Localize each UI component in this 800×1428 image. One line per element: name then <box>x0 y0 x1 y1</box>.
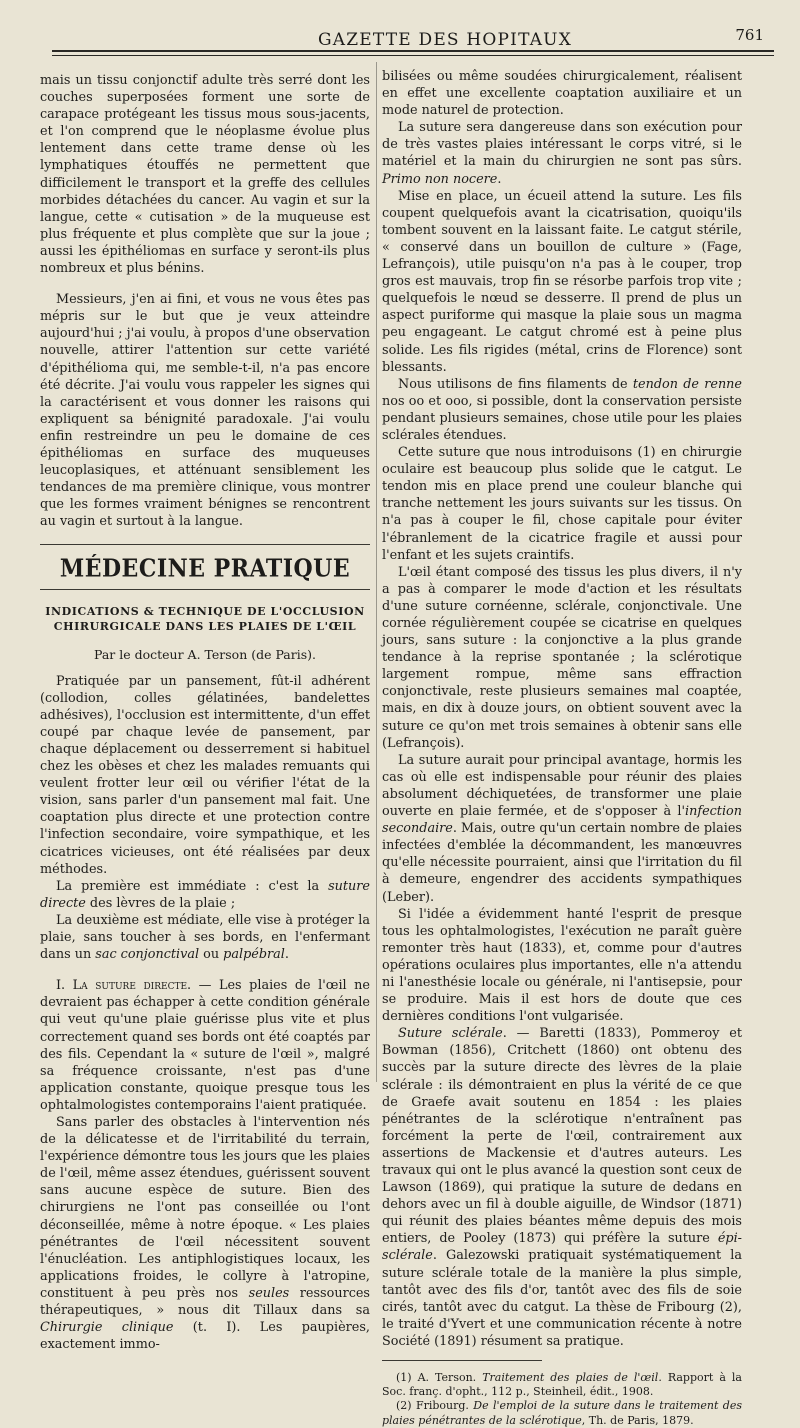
section-title: MÉDECINE PRATIQUE <box>59 555 351 584</box>
paragraph: Sans parler des obstacles à l'intervention nés de la délicatesse et de l'irritabilité du terrain, l'expérience démontre tous les jours que les plaies de l'œil, même assez étendues, guérissent souvent sans aucune espèce de suture. Bien des chirurgiens ne l'ont pas conseillée ou l'ont déconseillée, même à notre époque. « Les plaies pénétrantes de l'œil nécessitent souvent l'énucléation. Les antiphlogistiques locaux, les applications froides, le collyre à l'atropine, constituent à peu près nos seules ressources thérapeutiques, » nous dit Tillaux dans sa Chirurgie clinique (t. I). Les paupières, exactement immo- <box>40 1114 370 1353</box>
running-title: GAZETTE DES HOPITAUX <box>318 30 573 50</box>
paragraph: Mise en place, un écueil attend la suture. Les fils coupent quelquefois avant la cicatrisation, quoiqu'ils tombent souvent en la laissant faite. Le catgut stérile, « conservé dans un bouillon de culture » (Fage, Lefrançois), utile puisqu'on n'a pas à le couper, trop gros est mauvais, trop fin se résorbe parfois trop vite ; quelquefois le nœud se desserre. Il prend de plus un aspect puriforme qui masque la plaie sous un magma peu engageant. Le catgut chromé est à peine plus solide. Les fils rigides (métal, crins de Florence) sont blessants. <box>382 188 742 375</box>
paragraph: bilisées ou même soudées chirurgicalement, réalisent en effet une excellente coaptation auxiliaire et un mode naturel de protection. <box>382 69 742 119</box>
paragraph: Si l'idée a évidemment hanté l'esprit de presque tous les ophtalmologistes, l'exécution ne paraît guère remonter très haut (1833), et, comme pour d'autres opérations oculaires plus importantes, elle n'a attendu ni l'anesthésie locale ou générale, ni l'antisepsie, pour se produire. Mais il est hors de doute que ces dernières conditions l'ont vulgarisée. <box>382 906 742 1025</box>
footnote: (2) Fribourg. De l'emploi de la suture dans le traitement des plaies pénétrantes de la sclérotique, Th. de Paris, 1879. <box>382 1399 742 1427</box>
page-number: 761 <box>735 26 764 44</box>
paragraph: La deuxième est médiate, elle vise à protéger la plaie, sans toucher à ses bords, en l'enfermant dans un sac conjonctival ou palpébral. <box>40 912 370 963</box>
footnote-rule <box>382 1360 542 1361</box>
paragraph: mais un tissu conjonctif adulte très serré dont les couches superposées forment une sorte de carapace protégeant les tissus mous sous-jacents, et l'on comprend que le néoplasme évolue plus lentement dans cette trame dense où les lymphatiques étouffés ne permettent que difficilement le transport et la greffe des cellules morbides détachées du cancer. Au vagin et sur la langue, cette « cutisation » de la muqueuse est plus fréquente et plus complète que sur la joue ; aussi les épithéliomas en surface y seront-ils plus nombreux et plus bénins. <box>40 73 370 277</box>
paragraph: Messieurs, j'en ai fini, et vous ne vous êtes pas mépris sur le but que je veux atteindre aujourd'hui ; j'ai voulu, à propos d'une observation nouvelle, attirer l'attention sur cette variété d'épithélioma qui, me semble-t-il, n'a pas encore été décrite. J'ai voulu vous rappeler les signes qui la caractérisent et vous donner les raisons qui expliquent sa bénignité paradoxale. J'ai voulu enfin restreindre un peu le domaine de ces épithéliomas en surface des muqueuses leucoplasiques, et atténuant sensiblement les tendances de ma première clinique, vous montrer que les formes vraiment bénignes se rencontrent au vagin et surtout à la langue. <box>40 292 370 530</box>
paragraph: Pratiquée par un pansement, fût-il adhérent (collodion, colles gélatinées, bandelettes adhésives), l'occlusion est intermittente, d'un effet coupé par chaque levée de pansement, par chaque déplacement ou desserrement si habituel chez les obèses et chez les malades remuants qui veulent frotter leur œil ou vérifier l'état de la vision, sans parler d'un pansement mal fait. Une coaptation plus directe et une protection contre l'infection secondaire, voire sympathique, et les cicatrices vicieuses, ont été réalisées par deux méthodes. <box>40 673 370 877</box>
right-column <box>382 68 742 1428</box>
paragraph: La suture aurait pour principal avantage, hormis les cas où elle est indispensable pour réunir des plaies absolument déchiquetées, de transformer une plaie ouverte en plaie fermée, et de s'opposer à l'infection secondaire. Mais, outre qu'un certain nombre de plaies infectées d'emblée la décommandent, les manœuvres qu'elle nécessite pourraient, ainsi que l'irritation du fil à demeure, engendrer des accidents sympathiques (Leber). <box>382 752 742 905</box>
footnote: (1) A. Terson. Traitement des plaies de l'œil. Rapport à la Soc. franç. d'opht., 112 p., Steinheil, édit., 1908. <box>382 1371 742 1399</box>
paragraph: La suture sera dangereuse dans son exécution pour de très vastes plaies intéressant le corps vitré, si le matériel et la main du chirurgien ne sont pas sûrs. Primo non nocere. <box>382 120 742 187</box>
paragraph: I. La suture directe. — Les plaies de l'œil ne devraient pas échapper à cette condition générale qui veut qu'une plaie guérisse plus vite et plus correctement quand ses bords ont été coaptés par des fils. Cependant la « suture de l'œil », malgré sa fréquence croissante, n'est pas d'une application constante, quoique presque tous les ophtalmologistes contemporains l'aient pratiquée. <box>40 978 370 1113</box>
author-line: Par le docteur A. Terson (de Paris). <box>93 646 317 662</box>
subsection-heading: I. La suture directe. <box>56 978 192 994</box>
paragraph: L'œil étant composé des tissus les plus divers, il n'y a pas à comparer le mode d'action et les résultats d'une suture cornéenne, sclérale, conjonctivale. Une cornée régulièrement coupée se cicatrise en quelques jours, sans suture : la conjonctive a la plus grande tendance à la reprise spontanée ; la sclérotique largement rompue, même sans effraction conjonctivale, reste plusieurs semaines mal coaptée, mais, en dix à douze jours, on obtient souvent avec la suture ce qu'on met trois semaines à obtenir sans elle (Lefrançois). <box>382 564 742 751</box>
section-separator <box>40 544 370 545</box>
article-title: INDICATIONS & TECHNIQUE DE L'OCCLUSION CHIRURGICALE DANS LES PLAIES DE L'ŒIL <box>45 604 365 633</box>
footnotes <box>382 1371 742 1428</box>
spacer <box>40 963 370 977</box>
paragraph: La première est immédiate : c'est la suture directe des lèvres de la plaie ; <box>40 878 370 911</box>
left-column <box>40 72 370 1353</box>
paragraph: Nous utilisons de fins filaments de tendon de renne nos oo et ooo, si possible, dont la conservation persiste pendant plusieurs semaines, chose utile pour les plaies sclérales étendues. <box>382 376 743 443</box>
header-rule <box>52 50 774 56</box>
section-rule <box>40 589 370 590</box>
spacer <box>40 277 370 291</box>
paragraph: Cette suture que nous introduisons (1) en chirurgie oculaire est beaucoup plus solide que le catgut. Le tendon mis en place prend une couleur blanche qui tranche nettement les jours suivants sur les tissus. On n'a pas à couper le fil, chose capitale pour éviter l'ébranlement de la cicatrice fragile et aussi pour l'enfant et les sujets craintifs. <box>382 445 742 563</box>
paragraph: Suture sclérale. — Baretti (1833), Pommeroy et Bowman (1856), Critchett (1860) ont obtenu des succès par la suture directe des lèvres de la plaie sclérale : ils démontraient en plus la vérité de ce que de Graefe avait soutenu en 1854 : les plaies pénétrantes de la sclérotique n'entraînent pas forcément la perte de l'œil, contrairement aux assertions de Mackensie et d'autres auteurs. Les travaux qui ont le plus avancé la question sont ceux de Lawson (1869), qui pratique la suture de dedans en dehors avec un fil à double aiguille, de Windsor (1871) qui réunit des plaies béantes même depuis des mois entiers, de Pooley (1873) qui préfère la suture épi-sclérale. Galezowski pratiquait systématiquement la suture sclérale totale de la manière la plus simple, tantôt avec des fils d'or, tantôt avec des fils de soie cirés, tantôt avec du catgut. La thèse de Fribourg (2), le traité d'Yvert et une communication récente à notre Société (1891) résument sa pratique. <box>382 1026 742 1349</box>
column-divider <box>376 62 377 1082</box>
